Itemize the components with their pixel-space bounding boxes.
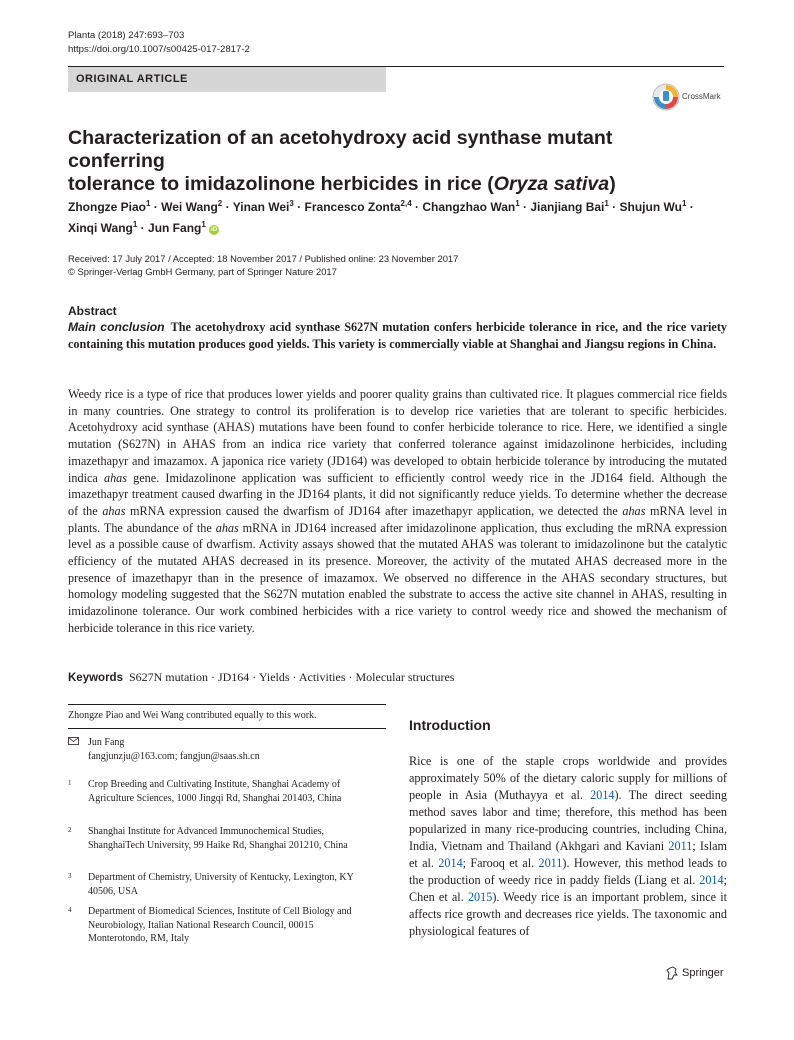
gene-name: ahas [215, 520, 239, 535]
text-run: Weedy rice is a type of rice that produces lower yields and poorer quality grains than cultivated rice. It plagues commercial rice fields in many countries. One strategy to control its proliferation is to develop rice varieties that are tolerant to specific herbicides. Acetohydroxy acid synthase (AHAS) mutations have been found to confer herbicide tolerance to rice. Here, we identified a single mutation (S627N) in AHAS from an indica rice variety that conferred tolerance against imidazolinone herbicides, including imazethapyr and imazamox. A japonica rice variety (JD164) was developed to obtain herbicide tolerance by introducing the mutated indica [68, 387, 727, 485]
affiliation-text: Crop Breeding and Cultivating Institute, Shanghai Academy of Agriculture Sciences, 1000 Jingqi Rd, Shanghai 201403, China [88, 779, 342, 804]
keywords-label: Keywords [68, 672, 123, 684]
copyright-line: © Springer-Verlag GmbH Germany, part of Springer Nature 2017 [68, 266, 337, 277]
gene-name: ahas [622, 503, 646, 518]
title-text-end: ) [609, 173, 616, 195]
gene-name: ahas [102, 503, 126, 518]
author: Yinan Wei [232, 200, 290, 214]
text-run: ). The direct seeding method saves labor and time; therefore, this method has been popularized in many rice-producing countries, including China, India, Vietnam and Thailand (Akhgari and Kaviani [409, 788, 727, 853]
springer-horse-icon [666, 966, 678, 980]
text-run: mRNA level in plants. The abundance of the [68, 503, 727, 535]
text-run: ). Weedy rice is an important problem, since it affects rice growth and decreases rice yields. The taxonomic and physiological features of [409, 890, 727, 938]
text-run: mRNA expression caused the dwarfism of JD164 after imazethapyr application, we detected the [125, 503, 623, 518]
author-list [68, 195, 718, 237]
article-title [68, 127, 708, 196]
contact-name: Jun Fang [88, 737, 125, 748]
author-affiliation-mark: 1 [201, 220, 206, 229]
text-run: ; Chen et al. [409, 873, 727, 904]
affiliation-number: 4 [68, 906, 72, 914]
affiliation-number: 1 [68, 779, 72, 787]
main-conclusion [68, 319, 727, 353]
main-conclusion-text: The acetohydroxy acid synthase S627N mutation confers herbicide tolerance in rice, and the rice variety containing this mutation produces good yields. This variety is commercially viable at Shanghai and Jiangsu regions in China. [68, 320, 727, 351]
author-separator: · [519, 200, 531, 214]
journal-header [68, 29, 250, 57]
citation-link[interactable]: 2014 [699, 873, 724, 887]
text-run: mRNA in JD164 increased after imidazolinone application, thus excluding the mRNA expression level as a possible cause of dwarfism. Activity assays showed that the mutated AHAS was tolerant to imidazolinone but the catalytic efficiency of the mutated AHAS decreased in its presence. Moreover, the activity of the mutated AHAS decreased more in the presence of imazethapyr than in the presence of imazamox. We observed no difference in the AHAS secondary structures, but homology modeling suggested that the S627N mutation enabled the substrate to access the active site channel in AHAS, resulting in imidazolinone tolerance. Our work combined herbicides with a rice variety to control weedy rice and showed the mechanism of herbicide tolerance in this rice variety. [68, 520, 727, 635]
author-affiliation-mark: 3 [289, 199, 294, 208]
title-text: tolerance to imidazolinone herbicides in rice ( [68, 173, 494, 195]
main-conclusion-label: Main conclusion [68, 320, 165, 334]
affiliation-text: Department of Chemistry, University of Kentucky, Lexington, KY 40506, USA [88, 872, 354, 897]
affiliation-text: Shanghai Institute for Advanced Immunochemical Studies, ShanghaiTech University, 99 Haike Rd, Shanghai 201210, China [88, 826, 348, 851]
author-affiliation-mark: 2 [217, 199, 223, 208]
publisher-name: Springer [682, 967, 724, 979]
author-separator: · [222, 200, 233, 214]
equal-contribution-note: Zhongze Piao and Wei Wang contributed equally to this work. [68, 710, 317, 721]
affiliation-text: Department of Biomedical Sciences, Institute of Cell Biology and Neurobiology, Italian National Research Council, 00015 Monterotondo, RM, Italy [88, 906, 352, 944]
gene-name: ahas [103, 470, 127, 485]
author-affiliation-mark: 1 [604, 199, 609, 208]
text-run: ; Islam et al. [409, 839, 727, 870]
author-separator: · [411, 200, 423, 214]
affiliation-number: 2 [68, 826, 72, 834]
author: Francesco Zonta [304, 200, 401, 214]
citation-link[interactable]: 2011 [668, 839, 693, 853]
text-run: ; Farooq et al. [462, 856, 539, 870]
article-type-banner: ORIGINAL ARTICLE [68, 67, 386, 92]
author-separator: · [293, 200, 305, 214]
envelope-icon [68, 737, 79, 745]
author: Xinqi Wang [68, 221, 133, 235]
citation-link[interactable]: 2015 [467, 890, 493, 904]
doi-link[interactable]: https://doi.org/10.1007/s00425-017-2817-2 [68, 44, 250, 55]
author: Jun Fang [148, 221, 202, 235]
author: Shujun Wu [619, 200, 682, 214]
contact-email[interactable]: fangjunzju@163.com; fangjun@saas.sh.cn [88, 751, 260, 762]
author: Changzhao Wan [422, 200, 516, 214]
title-line-1: Characterization of an acetohydroxy acid synthase mutant conferring [68, 127, 613, 172]
author-affiliation-mark: 1 [681, 199, 687, 208]
author: Zhongze Piao [68, 200, 146, 214]
text-run: gene. Imidazolinone application was sufficient to efficiently control weedy rice in the JD164 field. Although the imazethapyr treatment caused dwarfing in the JD164 plants, it did not significantly reduce yields. To determine whether the decrease of the [68, 470, 727, 518]
author-affiliation-mark: 2,4 [400, 199, 412, 208]
footnote-rule [68, 704, 386, 705]
author-affiliation-mark: 1 [132, 220, 138, 229]
author: Wei Wang [161, 200, 218, 214]
citation-link[interactable]: 2014 [590, 788, 615, 802]
keywords [68, 670, 727, 685]
crossmark-label[interactable]: CrossMark [682, 92, 721, 101]
text-run: Rice is one of the staple crops worldwide and provides approximately 50% of the dietary caloric supply for millions of people in Asia (Muthayya et al. [409, 754, 727, 802]
introduction-body [409, 753, 727, 940]
abstract-body [68, 386, 727, 637]
text-run: ). However, this method leads to the production of weedy rice in paddy fields (Liang et al. [409, 856, 727, 887]
author-separator: · [608, 200, 620, 214]
keywords-text: S627N mutation · JD164 · Yields · Activities · Molecular structures [128, 670, 455, 684]
footnote-rule-2 [68, 728, 386, 729]
author-separator: · [686, 200, 694, 214]
abstract-heading: Abstract [68, 304, 117, 318]
introduction-heading: Introduction [409, 717, 491, 733]
author: Jianjiang Bai [530, 200, 605, 214]
publisher-footer [668, 967, 724, 979]
title-species: Oryza sativa [493, 173, 610, 195]
dates-line: Received: 17 July 2017 / Accepted: 18 November 2017 / Published online: 23 November 2017 [68, 253, 459, 264]
journal-citation: Planta (2018) 247:693–703 [68, 30, 185, 41]
publication-dates [68, 252, 458, 278]
author-separator: · [150, 200, 162, 214]
citation-link[interactable]: 2014 [438, 856, 463, 870]
orcid-icon[interactable]: iD [211, 227, 218, 233]
crossmark-icon [651, 82, 681, 112]
author-separator: · [137, 221, 149, 235]
author-affiliation-mark: 1 [515, 199, 520, 208]
affiliation-number: 3 [68, 872, 72, 880]
author-affiliation-mark: 1 [146, 199, 151, 208]
citation-link[interactable]: 2011 [538, 856, 563, 870]
title-line-2 [68, 173, 708, 196]
